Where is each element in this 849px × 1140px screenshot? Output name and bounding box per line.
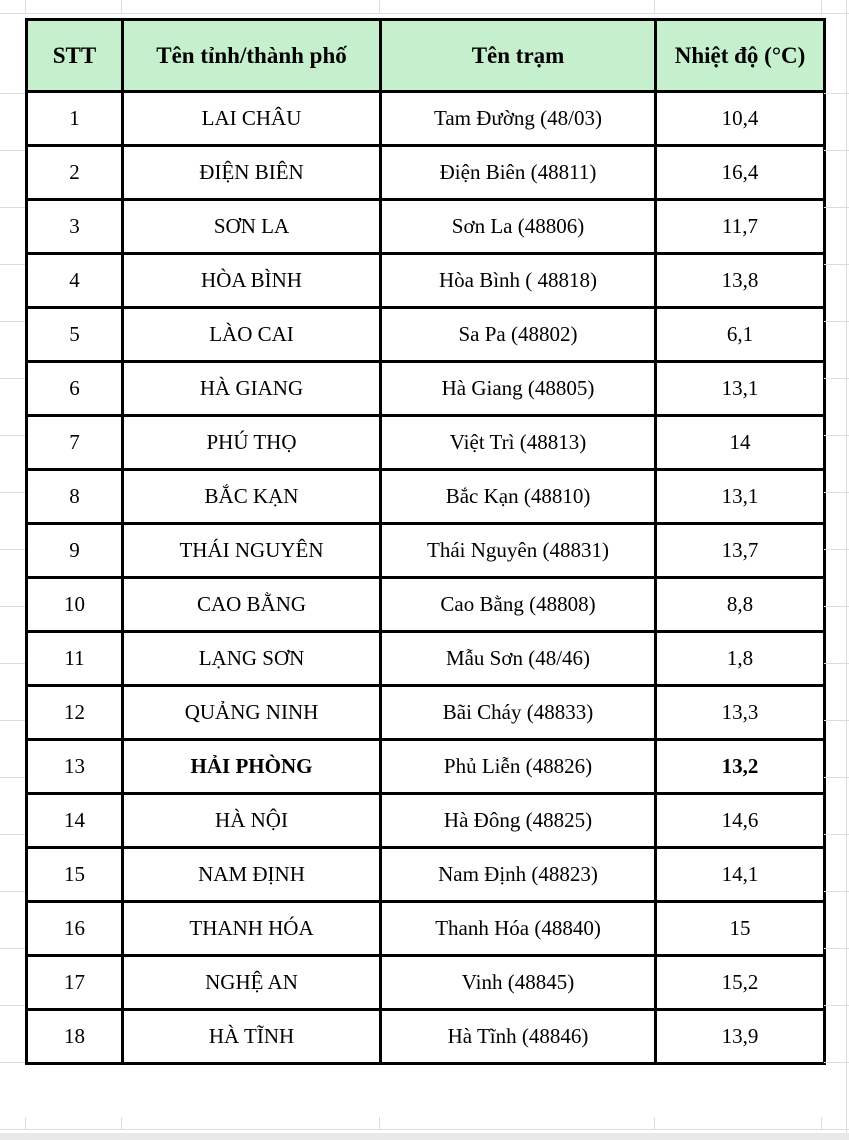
cell-stt: 13 bbox=[27, 740, 123, 794]
cell-stt: 17 bbox=[27, 956, 123, 1010]
header-row bbox=[27, 20, 825, 92]
sheet-gridline bbox=[0, 264, 25, 265]
sheet-gridline bbox=[824, 891, 849, 892]
cell-temp: 13,8 bbox=[656, 254, 825, 308]
table-row bbox=[27, 956, 825, 1010]
cell-province: CAO BẰNG bbox=[123, 578, 381, 632]
cell-stt: 3 bbox=[27, 200, 123, 254]
sheet-gridline bbox=[824, 663, 849, 664]
cell-stt: 9 bbox=[27, 524, 123, 578]
sheet-gridline bbox=[0, 777, 25, 778]
sheet-gridline bbox=[0, 834, 25, 835]
sheet-gridline bbox=[824, 492, 849, 493]
cell-temp: 15 bbox=[656, 902, 825, 956]
cell-temp: 15,2 bbox=[656, 956, 825, 1010]
cell-station: Hà Giang (48805) bbox=[381, 362, 656, 416]
sheet-gridline bbox=[0, 1005, 25, 1006]
sheet-gridline bbox=[824, 1005, 849, 1006]
table-row bbox=[27, 578, 825, 632]
sheet-gridline bbox=[0, 378, 25, 379]
cell-stt: 7 bbox=[27, 416, 123, 470]
cell-province: PHÚ THỌ bbox=[123, 416, 381, 470]
table-row bbox=[27, 632, 825, 686]
temperature-table bbox=[25, 18, 826, 1065]
cell-stt: 6 bbox=[27, 362, 123, 416]
sheet-gridline bbox=[824, 1062, 849, 1063]
cell-station: Bắc Kạn (48810) bbox=[381, 470, 656, 524]
cell-temp: 14,6 bbox=[656, 794, 825, 848]
cell-temp: 13,7 bbox=[656, 524, 825, 578]
sheet-gridline bbox=[0, 948, 25, 949]
table-row bbox=[27, 740, 825, 794]
table-row bbox=[27, 146, 825, 200]
cell-station: Hòa Bình ( 48818) bbox=[381, 254, 656, 308]
table-row bbox=[27, 470, 825, 524]
cell-station: Cao Bằng (48808) bbox=[381, 578, 656, 632]
cell-station: Thái Nguyên (48831) bbox=[381, 524, 656, 578]
sheet-bottom-band bbox=[0, 1133, 849, 1140]
cell-stt: 16 bbox=[27, 902, 123, 956]
cell-station: Mẫu Sơn (48/46) bbox=[381, 632, 656, 686]
cell-province: HÒA BÌNH bbox=[123, 254, 381, 308]
cell-province: BẮC KẠN bbox=[123, 470, 381, 524]
header-station: Tên trạm bbox=[381, 20, 656, 92]
sheet-gridline bbox=[379, 0, 380, 13]
sheet-gridline bbox=[824, 150, 849, 151]
cell-temp: 14 bbox=[656, 416, 825, 470]
sheet-gridline bbox=[0, 492, 25, 493]
header-province: Tên tỉnh/thành phố bbox=[123, 20, 381, 92]
cell-temp: 14,1 bbox=[656, 848, 825, 902]
sheet-gridline bbox=[824, 549, 849, 550]
sheet-gridline bbox=[0, 549, 25, 550]
sheet-gridline bbox=[0, 720, 25, 721]
table-row bbox=[27, 1010, 825, 1064]
cell-stt: 11 bbox=[27, 632, 123, 686]
sheet-gridline bbox=[25, 1117, 26, 1129]
cell-temp: 13,1 bbox=[656, 470, 825, 524]
cell-station: Nam Định (48823) bbox=[381, 848, 656, 902]
cell-province: HẢI PHÒNG bbox=[123, 740, 381, 794]
sheet-gridline bbox=[0, 663, 25, 664]
cell-temp: 13,9 bbox=[656, 1010, 825, 1064]
table-row bbox=[27, 416, 825, 470]
cell-station: Điện Biên (48811) bbox=[381, 146, 656, 200]
cell-stt: 10 bbox=[27, 578, 123, 632]
cell-station: Sa Pa (48802) bbox=[381, 308, 656, 362]
table-row bbox=[27, 362, 825, 416]
cell-station: Bãi Cháy (48833) bbox=[381, 686, 656, 740]
cell-stt: 4 bbox=[27, 254, 123, 308]
cell-province: LÀO CAI bbox=[123, 308, 381, 362]
table-row bbox=[27, 848, 825, 902]
cell-province: HÀ TĨNH bbox=[123, 1010, 381, 1064]
cell-station: Việt Trì (48813) bbox=[381, 416, 656, 470]
cell-province: HÀ GIANG bbox=[123, 362, 381, 416]
cell-province: THANH HÓA bbox=[123, 902, 381, 956]
sheet-gridline bbox=[824, 378, 849, 379]
cell-temp: 8,8 bbox=[656, 578, 825, 632]
sheet-gridline bbox=[0, 93, 25, 94]
sheet-gridline bbox=[821, 1117, 822, 1129]
cell-province: NAM ĐỊNH bbox=[123, 848, 381, 902]
sheet-gridline bbox=[824, 207, 849, 208]
sheet-gridline bbox=[0, 13, 849, 14]
table-row bbox=[27, 686, 825, 740]
cell-station: Hà Tĩnh (48846) bbox=[381, 1010, 656, 1064]
cell-stt: 18 bbox=[27, 1010, 123, 1064]
sheet-gridline bbox=[0, 435, 25, 436]
cell-stt: 2 bbox=[27, 146, 123, 200]
sheet-gridline bbox=[0, 321, 25, 322]
sheet-gridline bbox=[654, 0, 655, 13]
cell-temp: 6,1 bbox=[656, 308, 825, 362]
sheet-gridline bbox=[821, 0, 822, 13]
sheet-gridline bbox=[0, 606, 25, 607]
cell-province: THÁI NGUYÊN bbox=[123, 524, 381, 578]
sheet-gridline bbox=[0, 207, 25, 208]
cell-temp: 13,3 bbox=[656, 686, 825, 740]
sheet-gridline bbox=[0, 1129, 849, 1130]
sheet-gridline bbox=[824, 93, 849, 94]
table-row bbox=[27, 254, 825, 308]
sheet-gridline bbox=[25, 0, 26, 13]
cell-station: Phủ Liễn (48826) bbox=[381, 740, 656, 794]
cell-temp: 13,2 bbox=[656, 740, 825, 794]
sheet-gridline bbox=[824, 720, 849, 721]
table-row bbox=[27, 794, 825, 848]
header-stt: STT bbox=[27, 20, 123, 92]
sheet-gridline bbox=[824, 435, 849, 436]
cell-station: Hà Đông (48825) bbox=[381, 794, 656, 848]
sheet-gridline bbox=[824, 606, 849, 607]
sheet-gridline bbox=[846, 0, 847, 1140]
cell-station: Sơn La (48806) bbox=[381, 200, 656, 254]
cell-stt: 15 bbox=[27, 848, 123, 902]
cell-station: Thanh Hóa (48840) bbox=[381, 902, 656, 956]
cell-stt: 12 bbox=[27, 686, 123, 740]
cell-province: QUẢNG NINH bbox=[123, 686, 381, 740]
cell-stt: 5 bbox=[27, 308, 123, 362]
sheet-gridline bbox=[824, 834, 849, 835]
sheet-gridline bbox=[824, 321, 849, 322]
sheet-gridline bbox=[654, 1117, 655, 1129]
cell-stt: 14 bbox=[27, 794, 123, 848]
table-row bbox=[27, 92, 825, 146]
cell-temp: 1,8 bbox=[656, 632, 825, 686]
table-row bbox=[27, 308, 825, 362]
sheet-gridline bbox=[824, 948, 849, 949]
cell-province: NGHỆ AN bbox=[123, 956, 381, 1010]
table-row bbox=[27, 902, 825, 956]
cell-province: HÀ NỘI bbox=[123, 794, 381, 848]
sheet-gridline bbox=[824, 264, 849, 265]
cell-province: ĐIỆN BIÊN bbox=[123, 146, 381, 200]
cell-stt: 8 bbox=[27, 470, 123, 524]
header-temp: Nhiệt độ (°C) bbox=[656, 20, 825, 92]
cell-province: LẠNG SƠN bbox=[123, 632, 381, 686]
cell-temp: 10,4 bbox=[656, 92, 825, 146]
sheet-gridline bbox=[0, 150, 25, 151]
sheet-gridline bbox=[121, 1117, 122, 1129]
sheet-gridline bbox=[0, 891, 25, 892]
cell-province: SƠN LA bbox=[123, 200, 381, 254]
cell-station: Vinh (48845) bbox=[381, 956, 656, 1010]
sheet-gridline bbox=[824, 777, 849, 778]
cell-temp: 11,7 bbox=[656, 200, 825, 254]
sheet-gridline bbox=[121, 0, 122, 13]
cell-stt: 1 bbox=[27, 92, 123, 146]
table-row bbox=[27, 200, 825, 254]
sheet-gridline bbox=[379, 1117, 380, 1129]
cell-station: Tam Đường (48/03) bbox=[381, 92, 656, 146]
cell-temp: 16,4 bbox=[656, 146, 825, 200]
table-body bbox=[27, 92, 825, 1064]
table-row bbox=[27, 524, 825, 578]
cell-province: LAI CHÂU bbox=[123, 92, 381, 146]
cell-temp: 13,1 bbox=[656, 362, 825, 416]
sheet-gridline bbox=[0, 1062, 25, 1063]
